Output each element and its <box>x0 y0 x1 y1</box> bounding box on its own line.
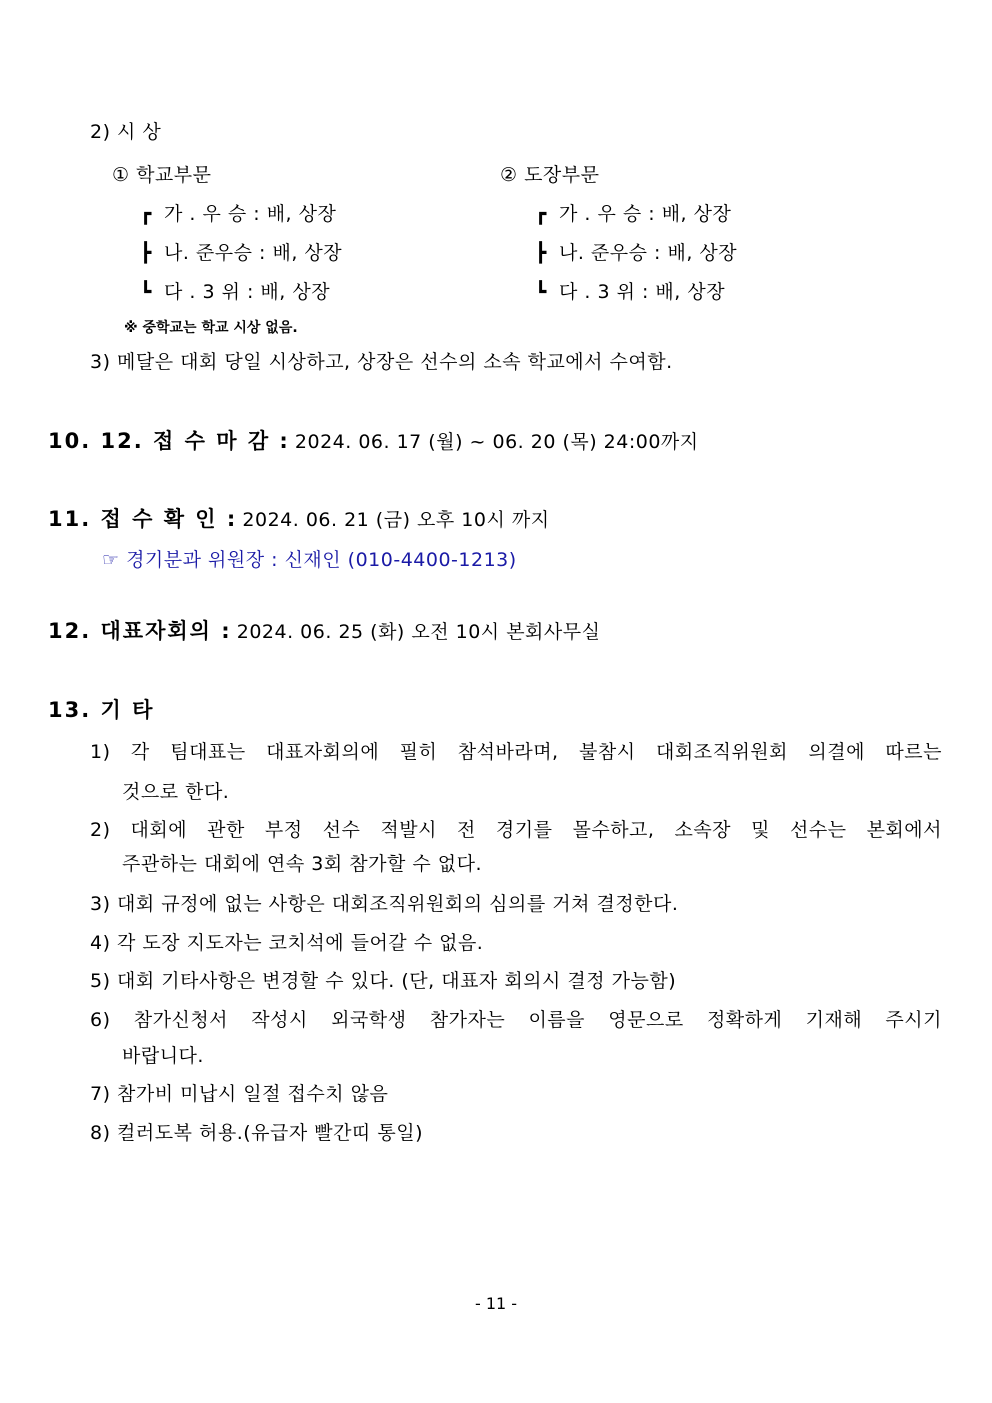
award-note: ※ 중학교는 학교 시상 없음. <box>124 320 298 336</box>
section-11-heading: 11. 접 수 확 인 : <box>48 507 238 531</box>
dojang-category-title: ② 도장부문 <box>500 164 600 186</box>
dojang-award-item: ┏ 가 . 우 승 : 배, 상장 <box>535 203 732 225</box>
list-item: 2) 대회에 관한 부정 선수 적발시 전 경기를 몰수하고, 소속장 및 선수는 본회에서 <box>90 819 942 841</box>
list-item: 3) 대회 규정에 없는 사항은 대회조직위원회의 심의를 거쳐 결정한다. <box>90 893 679 915</box>
bracket-top-icon: ┏ <box>535 203 547 225</box>
page-number: - 11 - <box>474 1294 518 1313</box>
list-item: 1) 각 팀대표는 대표자회의에 필히 참석바라며, 불참시 대회조직위원회 의결에 따르는 <box>90 741 942 763</box>
list-item: 4) 각 도장 지도자는 코치석에 들어갈 수 없음. <box>90 932 484 954</box>
bracket-top-icon: ┏ <box>140 203 152 225</box>
list-item-continuation: 바랍니다. <box>122 1045 204 1067</box>
section-10-value: 2024. 06. 17 (월) ~ 06. 20 (목) 24:00까지 <box>294 431 699 453</box>
list-item-continuation: 주관하는 대회에 연속 3회 참가할 수 없다. <box>122 853 483 875</box>
section-12-value: 2024. 06. 25 (화) 오전 10시 본회사무실 <box>236 621 601 643</box>
bracket-bottom-icon: ┗ <box>140 281 152 303</box>
dojang-award-item: ┣ 나. 준우승 : 배, 상장 <box>535 242 738 264</box>
award-title: 2) 시 상 <box>90 121 162 143</box>
list-item: 6) 참가신청서 작성시 외국학생 참가자는 이름을 영문으로 정확하게 기재해 주시기 <box>90 1009 942 1031</box>
list-item: 7) 참가비 미납시 일절 접수치 않음 <box>90 1083 389 1105</box>
section-10-heading: 10. 12. 접 수 마 감 : <box>48 429 290 453</box>
school-award-item: ┗ 다 . 3 위 : 배, 상장 <box>140 281 331 303</box>
medal-note: 3) 메달은 대회 당일 시상하고, 상장은 선수의 소속 학교에서 수여함. <box>90 351 673 373</box>
school-category-title: ① 학교부문 <box>112 164 212 186</box>
section-11 <box>48 503 550 533</box>
section-12-heading: 12. 대표자회의 : <box>48 619 232 643</box>
section-12 <box>48 615 600 645</box>
dojang-award-item: ┗ 다 . 3 위 : 배, 상장 <box>535 281 726 303</box>
school-award-item: ┣ 나. 준우승 : 배, 상장 <box>140 242 343 264</box>
section-11-value: 2024. 06. 21 (금) 오후 10시 까지 <box>242 509 550 531</box>
list-item: 5) 대회 기타사항은 변경할 수 있다. (단, 대표자 회의시 결정 가능함) <box>90 970 677 992</box>
bracket-mid-icon: ┣ <box>535 242 547 264</box>
section-10 <box>48 425 699 455</box>
bracket-bottom-icon: ┗ <box>535 281 547 303</box>
list-item-continuation: 것으로 한다. <box>122 781 230 803</box>
section-13-heading: 13. 기 타 <box>48 698 155 722</box>
school-award-item: ┏ 가 . 우 승 : 배, 상장 <box>140 203 337 225</box>
list-item: 8) 컬러도복 허용.(유급자 빨간띠 통일) <box>90 1122 423 1144</box>
contact-line: ☞ 경기분과 위원장 : 신재인 (010-4400-1213) <box>102 549 517 571</box>
bracket-mid-icon: ┣ <box>140 242 152 264</box>
